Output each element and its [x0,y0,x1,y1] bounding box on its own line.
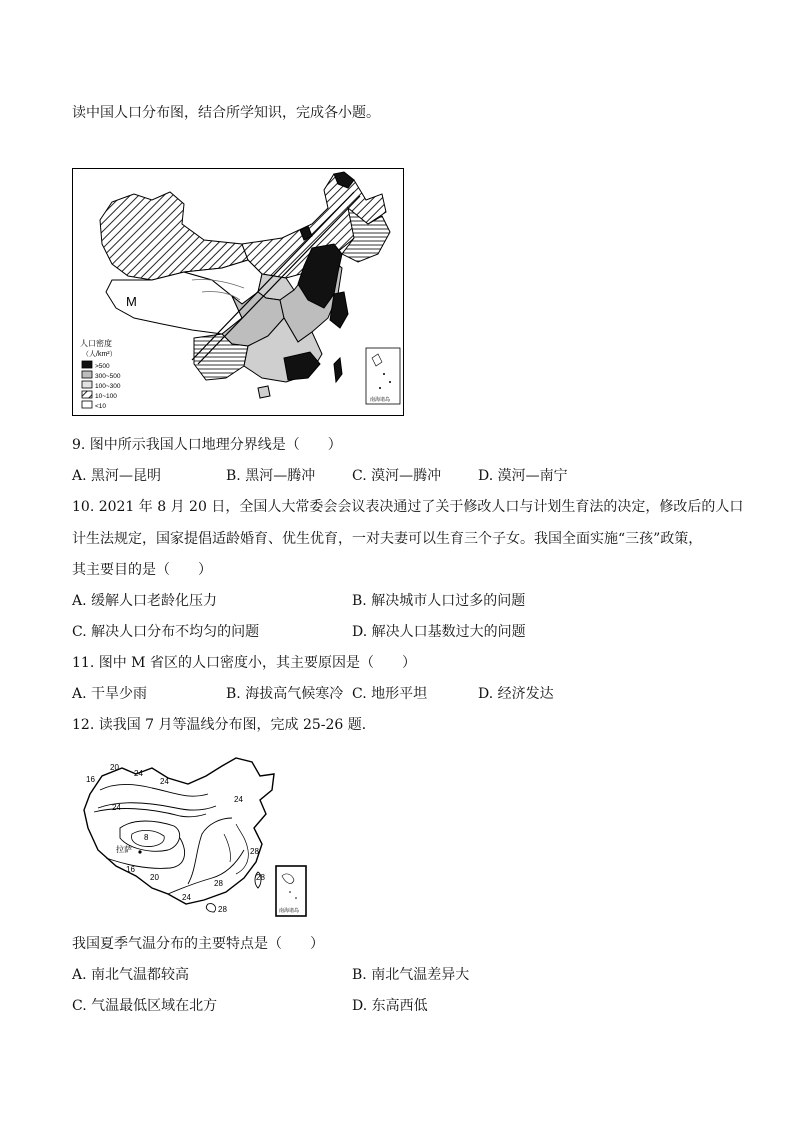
iso-label-4: 24 [160,777,169,786]
q11-option-c: C. 地形平坦 [352,686,428,702]
july-isotherm-map [76,754,320,924]
iso-label-12: 28 [214,879,223,888]
q12-option-d: D. 东高西低 [352,998,428,1014]
population-density-map [72,168,404,416]
iso-label-2: 24 [134,769,143,778]
q12-stem: 12. 读我国 7 月等温线分布图，完成 25-26 题． [72,717,376,733]
q12-option-b: B. 南北气温差异大 [352,967,470,983]
q9-option-c: C. 漠河—腾冲 [352,468,442,484]
q10-stem-line-2: 计生法规定，国家提倡适龄婚育、优生优育，一对夫妻可以生育三个子女。我国全面实施“三孩”政策， [72,531,703,547]
iso-label-13: 24 [182,893,191,902]
iso-label-6: 8 [144,833,149,842]
intro-text: 读中国人口分布图，结合所学知识，完成各小题。 [72,105,380,121]
q11-option-a: A. 干旱少雨 [72,686,148,702]
iso-label-10: 20 [150,873,159,882]
legend-item-5: <10 [95,403,107,410]
iso-label-1: 20 [110,763,119,772]
q10-option-c: C. 解决人口分布不均匀的问题 [72,624,260,640]
q9-option-b: B. 黑河—腾冲 [226,468,316,484]
iso-label-15: 28 [256,873,265,882]
q9-option-a: A. 黑河—昆明 [72,468,162,484]
q12-sub-stem: 我国夏季气温分布的主要特点是（ ） [72,936,324,952]
population-map-svg [72,168,404,416]
q11-stem: 11. 图中 M 省区的人口密度小，其主要原因是（ ） [72,655,416,671]
q10-option-d: D. 解决人口基数过大的问题 [352,624,526,640]
legend-item-4: 10~100 [95,393,117,400]
legend-item-2: 300~500 [95,373,121,380]
inset-label: 南海诸岛 [370,397,391,403]
q11-option-d: D. 经济发达 [478,686,554,702]
q10-stem-line-1: 10. 2021 年 8 月 20 日，全国人大常委会会议表决通过了关于修改人口与计划生育法的决定，修改后的人口 [72,499,744,515]
legend-title: 人口密度 [80,339,112,348]
lhasa-label: 拉萨 [116,845,132,854]
isotherm-inset-label: 南海诸岛 [279,908,300,914]
map-label-m: M [126,294,137,309]
isotherm-map-svg [76,754,320,924]
legend-item-3: 100~300 [95,383,121,390]
region-hainan [258,386,270,398]
q11-option-b: B. 海拔高气候寒冷 [226,686,344,702]
inset-south-china-sea [366,348,400,404]
iso-label-7: 24 [234,795,243,804]
legend-unit: （人/km²） [82,351,117,358]
q12-option-a: A. 南北气温都较高 [72,967,190,983]
q10-stem-line-3: 其主要目的是（ ） [72,562,212,578]
q10-option-b: B. 解决城市人口过多的问题 [352,593,526,609]
iso-label-3: 16 [86,775,95,784]
q9-stem: 9. 图中所示我国人口地理分界线是（ ） [72,437,342,453]
iso-label-14: 28 [218,905,227,914]
q9-option-d: D. 漠河—南宁 [478,468,568,484]
legend-item-1: >500 [95,363,110,370]
iso-label-11: 28 [250,847,259,856]
iso-label-9: 16 [126,865,135,874]
iso-label-5: 24 [112,803,121,812]
q12-option-c: C. 气温最低区域在北方 [72,998,218,1014]
q10-option-a: A. 缓解人口老龄化压力 [72,593,218,609]
